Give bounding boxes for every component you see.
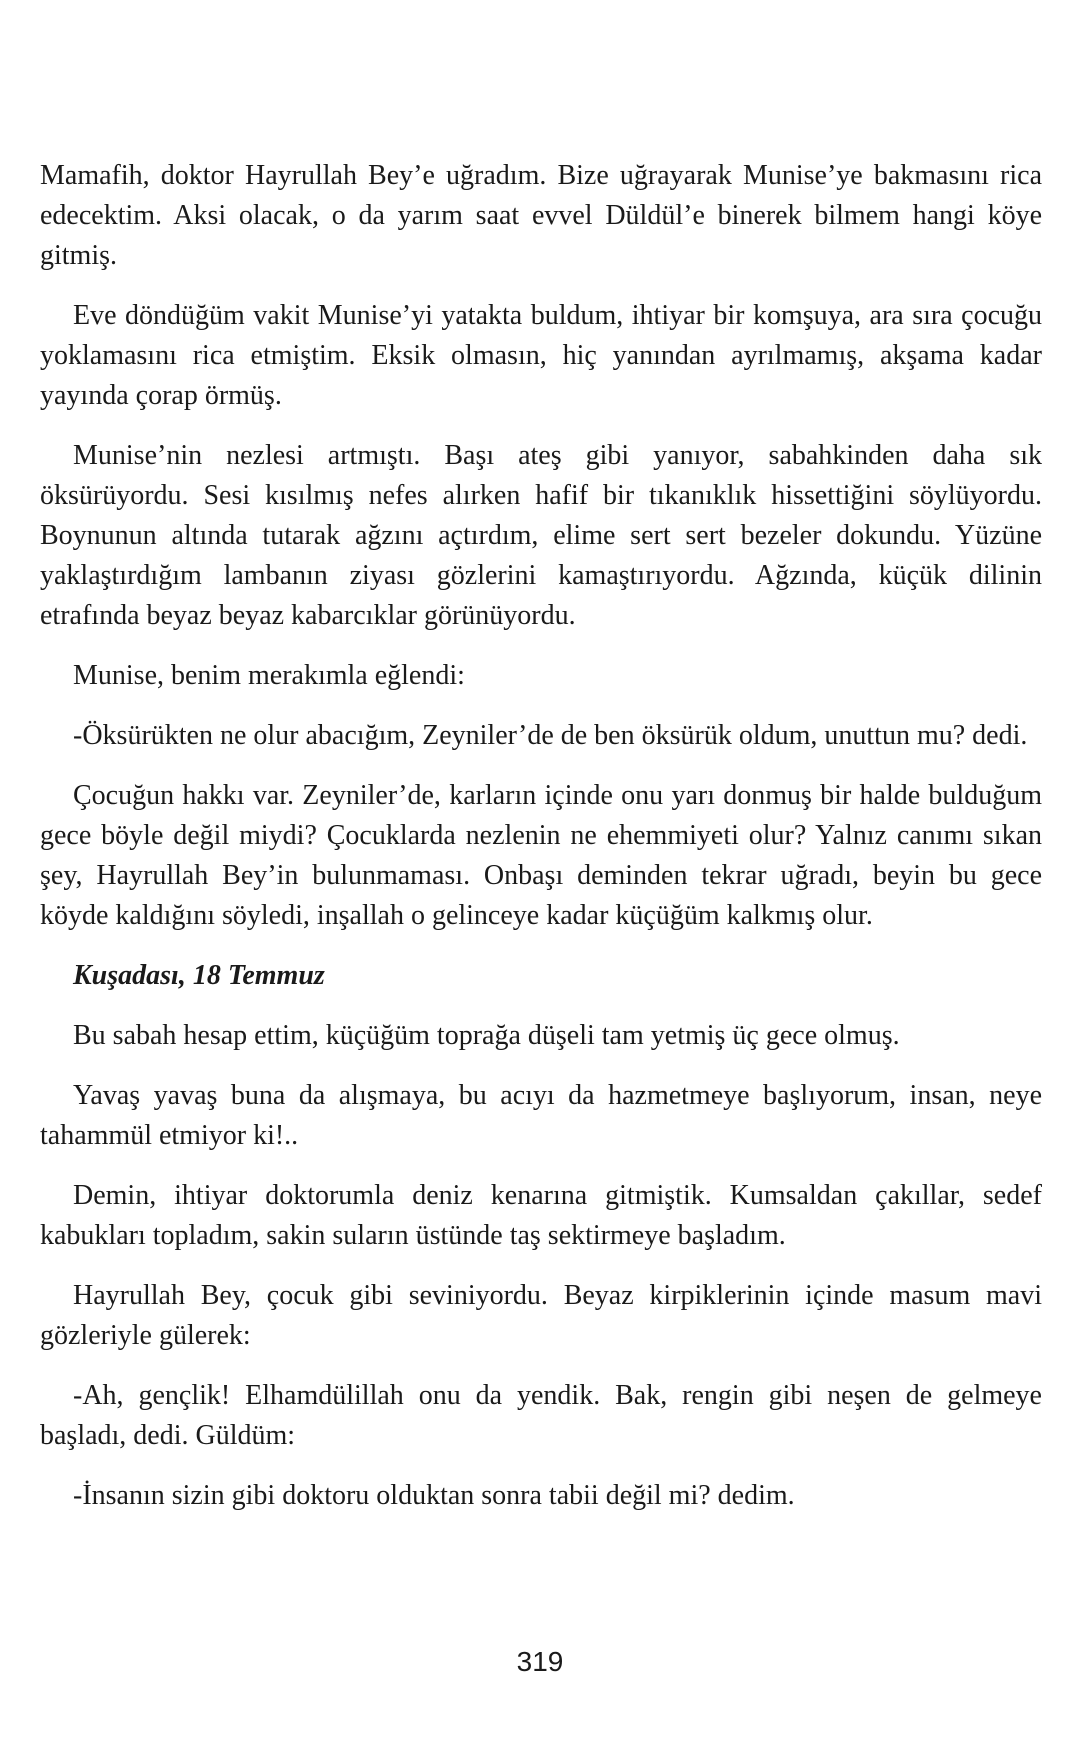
paragraph: -Ah, gençlik! Elhamdülillah onu da yendik. Bak, rengin gibi neşen de gelmeye başladı, dedi. Güldüm: [40,1380,1042,1451]
paragraph: -Öksürükten ne olur abacığım, Zeyniler’de de ben öksürük oldum, unuttun mu? dedi. [73,720,1028,751]
paragraph: Bu sabah hesap ettim, küçüğüm toprağa düşeli tam yetmiş üç gece olmuş. [73,1020,900,1051]
paragraph: Demin, ihtiyar doktorumla deniz kenarına gitmiştik. Kumsaldan çakıllar, sedef kabukları topladım, sakin suların üstünde taş sektirmeye başladım. [40,1180,1042,1251]
paragraph: Hayrullah Bey, çocuk gibi seviniyordu. Beyaz kirpiklerinin içinde masum mavi gözleriyle gülerek: [40,1280,1042,1351]
paragraph: Yavaş yavaş buna da alışmaya, bu acıyı da hazmetmeye başlıyorum, insan, neye tahammül etmiyor ki!.. [40,1080,1042,1151]
page-body [40,156,1042,1536]
paragraph: Munise, benim merakımla eğlendi: [73,660,465,691]
paragraph: Eve döndüğüm vakit Munise’yi yatakta buldum, ihtiyar bir komşuya, ara sıra çocuğu yoklamasını rica etmiştim. Eksik olmasın, hiç yanından ayrılmamış, akşama kadar yayında çorap örmüş. [40,300,1042,411]
paragraph: Munise’nin nezlesi artmıştı. Başı ateş gibi yanıyor, sabahkinden daha sık öksürüyordu. Sesi kısılmış nefes alırken hafif bir tıkanıklık hissettiğini söylüyordu. Boynunun altında tutarak ağzını açtırdım, elime sert sert bezeler dokundu. Yüzüne yaklaştırdığım lambanın ziyası gözlerini kamaştırıyordu. Ağzında, küçük dilinin etrafında beyaz beyaz kabarcıklar görünüyordu. [40,440,1042,631]
paragraph: Çocuğun hakkı var. Zeyniler’de, karların içinde onu yarı donmuş bir halde bulduğum gece böyle değil miydi? Çocuklarda nezlenin ne ehemmiyeti olur? Yalnız canımı sıkan şey, Hayrullah Bey’in bulunmaması. Onbaşı deminden tekrar uğradı, beyin bu gece köyde kaldığını söyledi, inşallah o gelinceye kadar küçüğüm kalkmış olur. [40,780,1042,931]
section-heading: Kuşadası, 18 Temmuz [73,960,325,991]
page-number: 319 [516,1646,564,1677]
paragraph: Mamafih, doktor Hayrullah Bey’e uğradım. Bize uğrayarak Munise’ye bakmasını rica edecektim. Aksi olacak, o da yarım saat evvel Düldül’e binerek bilmem hangi köye gitmiş. [40,160,1042,271]
paragraph: -İnsanın sizin gibi doktoru olduktan sonra tabii değil mi? dedim. [73,1480,795,1511]
